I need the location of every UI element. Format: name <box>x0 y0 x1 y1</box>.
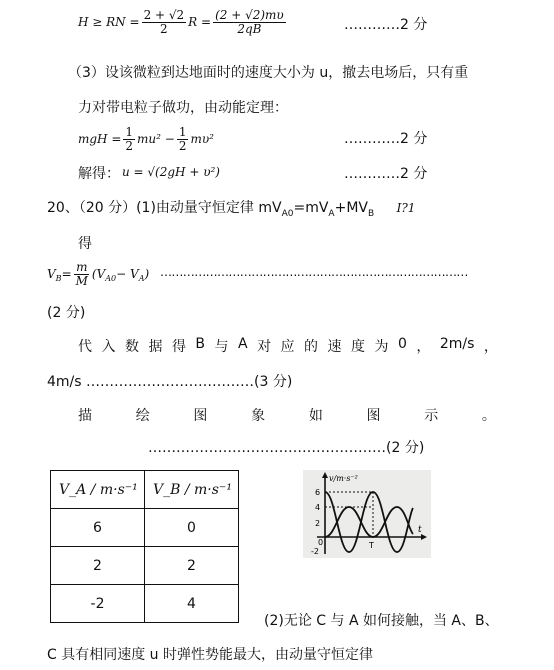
equation-rhs: ) <box>144 267 150 281</box>
substitution-token: 为 <box>374 339 389 355</box>
equation-energy <box>78 122 214 156</box>
substitution-token: 数 <box>124 339 139 355</box>
question-text: 20、（20 分）(1)由动量守恒定律 mV <box>47 200 282 216</box>
fraction <box>177 126 189 153</box>
table-row <box>51 585 239 623</box>
y-tick-label: -2 <box>311 547 319 556</box>
question-heading <box>47 197 415 219</box>
equation-result: u = √(2gH + υ²) <box>122 165 220 179</box>
table-cell: 2 <box>51 547 145 585</box>
fraction-denominator: 2qB <box>237 21 262 36</box>
substitution-token: 入 <box>101 339 116 355</box>
table-header-row <box>51 471 239 509</box>
substitution-token: 2m/s <box>439 336 475 352</box>
draw-instruction-token: 示 <box>424 408 439 424</box>
fraction-denominator: 2 <box>160 21 168 36</box>
y-axis-arrow <box>322 472 328 478</box>
fraction-denominator: 2 <box>178 138 187 153</box>
table-row <box>51 509 239 547</box>
substitution-token: B <box>195 336 206 352</box>
equation-equals: = <box>61 267 72 281</box>
substitution-token: 应 <box>280 339 295 355</box>
paragraph-line: （3）设该微粒到达地面时的速度大小为 u，撤去电场后，只有重 <box>68 65 469 81</box>
equation-rhs: (V <box>91 267 106 281</box>
substitution-token: 据 <box>148 339 163 355</box>
equation-lhs: H ≥ RN = <box>78 15 140 29</box>
score-label: ……………………………………………(2 分) <box>148 440 425 456</box>
fraction <box>74 261 90 288</box>
draw-instruction-token: 象 <box>251 408 266 424</box>
paragraph-line: (2)无论 C 与 A 如何接触，当 A、B、 <box>264 613 499 629</box>
y-axis-label: v/m·s⁻² <box>329 474 358 483</box>
equation-vb <box>47 256 149 292</box>
x-axis-arrow <box>421 534 427 540</box>
paragraph-line: C 具有相同速度 u 时弹性势能最大，由动量守恒定律 <box>47 647 373 663</box>
substitution-token: 代 <box>78 339 92 355</box>
substitution-token: ， <box>483 339 498 355</box>
equation-lhs: mgH = <box>78 132 122 146</box>
score-label: …………2 分 <box>344 17 428 33</box>
fraction-denominator: 2 <box>125 138 134 153</box>
subscript: B <box>55 273 62 283</box>
substitution-line <box>78 336 498 356</box>
subscript: A <box>138 273 145 283</box>
score-label: …………2 分 <box>344 166 428 182</box>
substitution-token: 度 <box>351 339 365 355</box>
origin-label: 0 <box>318 538 324 547</box>
draw-instruction-token: 。 <box>481 408 496 424</box>
y-tick-label: 2 <box>315 519 321 528</box>
equation-mid: R = <box>188 15 212 29</box>
fraction-numerator: 1 <box>125 124 134 139</box>
substitution-token: 对 <box>257 339 272 355</box>
table-cell: 4 <box>145 585 239 623</box>
fraction-numerator: (2 + √2)mυ <box>215 7 284 22</box>
equation-term: mu² − <box>137 132 175 146</box>
velocity-table <box>50 470 239 623</box>
table-header-cell: V_B / m·s⁻¹ <box>145 471 239 509</box>
fraction <box>123 126 135 153</box>
question-mark: I?1 <box>396 201 416 215</box>
paragraph-line: 得 <box>78 236 92 252</box>
subscript: A0 <box>281 208 294 219</box>
subscript: A <box>328 208 335 219</box>
curve-vb <box>325 507 413 537</box>
substitution-token: 的 <box>304 339 319 355</box>
substitution-token: A <box>238 336 248 352</box>
fraction-numerator: m <box>76 259 88 274</box>
fraction-denominator: M <box>75 273 88 288</box>
draw-instruction-token: 如 <box>308 408 323 424</box>
fraction <box>213 9 286 36</box>
substitution-token: ， <box>416 339 431 355</box>
draw-instruction-token: 图 <box>366 408 381 424</box>
table-cell: 0 <box>145 509 239 547</box>
table-row <box>51 547 239 585</box>
x-tick-label: T <box>369 541 374 550</box>
substitution-token: 与 <box>214 339 229 355</box>
equation-term: mυ² <box>190 132 214 146</box>
fraction <box>142 9 187 36</box>
table-cell: 2 <box>145 547 239 585</box>
y-tick-label: 6 <box>315 488 321 497</box>
solution-label: 解得： <box>78 166 120 182</box>
paragraph-line: 力对带电粒子做功，由动能定理： <box>78 100 288 116</box>
y-tick-label: 4 <box>315 503 321 512</box>
substitution-token: 0 <box>397 336 407 352</box>
velocity-time-graph <box>303 470 431 558</box>
equation-height <box>78 4 288 40</box>
paragraph-line: 4m/s ………………………………(3 分) <box>47 374 293 390</box>
score-label: …………2 分 <box>344 131 428 147</box>
draw-instruction-token: 绘 <box>135 408 150 424</box>
question-text: +MV <box>334 200 368 216</box>
subscript: B <box>367 208 375 219</box>
table-cell: 6 <box>51 509 145 547</box>
draw-instruction-token: 图 <box>193 408 208 424</box>
graph-canvas <box>303 470 431 558</box>
equation-rhs: − V <box>116 267 139 281</box>
draw-instruction-line <box>78 405 496 425</box>
fraction-numerator: 1 <box>178 124 187 139</box>
subscript: A0 <box>105 273 117 283</box>
leader-dots: ……………………………………………………………………… <box>160 265 468 279</box>
score-label: (2 分) <box>47 305 86 321</box>
question-text: =mV <box>293 200 329 216</box>
table-header-cell: V_A / m·s⁻¹ <box>51 471 145 509</box>
fraction-numerator: 2 + √2 <box>143 7 185 22</box>
substitution-token: 得 <box>171 339 186 355</box>
equation-lhs: V <box>47 267 56 281</box>
table-cell: -2 <box>51 585 145 623</box>
draw-instruction-token: 描 <box>78 408 92 424</box>
substitution-token: 速 <box>327 339 342 355</box>
x-axis-label: t <box>418 525 422 535</box>
